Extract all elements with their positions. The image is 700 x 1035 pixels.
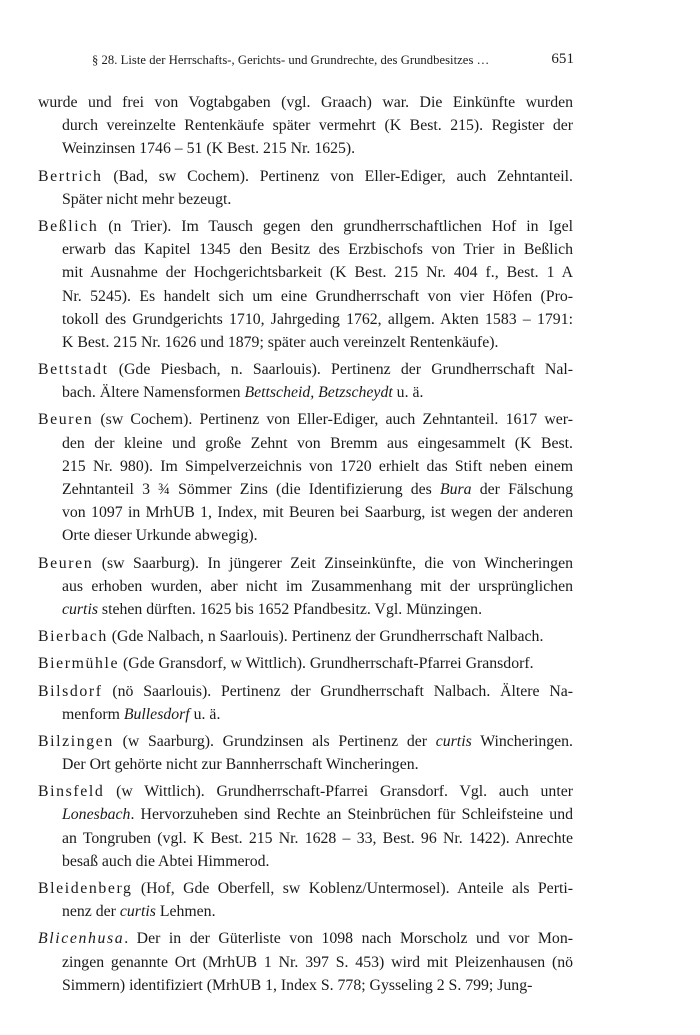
text-line: Weinzinsen 1746 – 51 (K Best. 215 Nr. 1625). — [62, 140, 356, 158]
text-line: aus erhoben wurden, aber nicht im Zusammenhang mit der ursprünglichen — [62, 577, 573, 595]
text-line: erwarb das Kapitel 1345 den Besitz des Erzbischofs von Trier in Beßlich — [62, 241, 573, 259]
text-line: Beuren (sw Cochem). Pertinenz von Eller-Ediger, auch Zehntanteil. 1617 wer- — [38, 411, 573, 429]
italic-term: Bura — [439, 481, 472, 498]
headword: Bettstadt — [38, 361, 109, 379]
text-line: tokoll des Grundgerichts 1710, Jahrgeding 1762, allgem. Akten 1583 – 1791: — [62, 310, 573, 328]
italic-term: Bullesdorf — [123, 705, 190, 723]
text-line: Bertrich (Bad, sw Cochem). Pertinenz von Eller-Ediger, auch Zehntanteil. — [38, 167, 573, 185]
dictionary-entry — [38, 358, 573, 404]
dictionary-entry — [38, 680, 573, 726]
entry-list — [38, 91, 573, 1001]
headword: Beßlich — [38, 217, 99, 235]
text-line: Bleidenberg (Hof, Gde Oberfell, sw Koblenz/Untermosel). Anteile als Perti- — [38, 880, 573, 897]
entry-continuation — [38, 91, 573, 161]
text-line: Der Ort gehörte nicht zur Bannherrschaft Wincheringen. — [62, 756, 419, 774]
dictionary-entry — [38, 927, 573, 997]
text-line: von 1097 in MrhUB 1, Index, mit Beuren bei Saarburg, ist wegen der anderen — [62, 504, 573, 522]
text-line: Lonesbach. Hervorzuheben sind Rechte an Steinbrüchen für Schleifsteine und — [62, 806, 573, 824]
italic-term: curtis — [435, 732, 472, 750]
headword: Beuren — [38, 411, 94, 429]
dictionary-entry — [38, 215, 573, 354]
text-line: curtis stehen dürften. 1625 bis 1652 Pfandbesitz. Vgl. Münzingen. — [62, 600, 483, 618]
text-line: Biermühle (Gde Gransdorf, w Wittlich). Grundherrschaft-Pfarrei Gransdorf. — [38, 655, 534, 673]
headword: Binsfeld — [38, 783, 105, 801]
italic-term: curtis — [119, 903, 156, 921]
dictionary-entry — [38, 408, 573, 547]
page-number: 651 — [551, 51, 574, 67]
text-line: Bierbach (Gde Nalbach, n Saarlouis). Pertinenz der Grundherrschaft Nalbach. — [38, 628, 544, 646]
headword: Bilsdorf — [38, 682, 103, 700]
dictionary-entry — [38, 165, 573, 211]
dictionary-entry — [38, 552, 573, 622]
dictionary-entry — [38, 652, 573, 675]
text-line: durch vereinzelte Rentenkäufe später vermehrt (K Best. 215). Register der — [62, 117, 573, 135]
text-line: K Best. 215 Nr. 1626 und 1879; später auch vereinzelt Rentenkäufe). — [62, 333, 499, 351]
text-line: zingen genannte Ort (MrhUB 1 Nr. 397 S. 453) wird mit Pleizenhausen (nö — [62, 953, 573, 971]
text-line: Orte dieser Urkunde abwegig). — [62, 527, 258, 545]
dictionary-entry — [38, 730, 573, 776]
running-head — [92, 51, 576, 71]
text-line: den der kleine und große Zehnt von Bremm aus eingesammelt (K Best. — [62, 434, 573, 452]
headword: Bierbach — [38, 628, 108, 646]
text-line: menform Bullesdorf u. ä. — [62, 705, 221, 723]
text-line: Beuren (sw Saarburg). In jüngerer Zeit Zinseinkünfte, die von Wincheringen — [38, 554, 573, 572]
dictionary-entry — [38, 625, 573, 648]
headword: Bleidenberg — [38, 880, 133, 897]
text-line: Zehntanteil 3 ¾ Sömmer Zins (die Identifizierung des Bura der Fälschung — [62, 481, 574, 498]
italic-term: Bettscheid, Betzscheydt — [244, 384, 393, 402]
text-line: 215 Nr. 980). Im Simpelverzeichnis von 1720 erhielt das Stift neben einem — [62, 457, 573, 475]
headword: Beuren — [38, 554, 94, 572]
headword: Biermühle — [38, 655, 120, 673]
headword: Blicenhusa — [38, 930, 125, 948]
headword: Bertrich — [38, 167, 103, 185]
text-line: besaß auch die Abtei Himmerod. — [62, 852, 270, 870]
italic-term: curtis — [62, 600, 98, 618]
text-line: wurde und frei von Vogtabgaben (vgl. Graach) war. Die Einkünfte wurden — [38, 94, 573, 111]
text-line: Beßlich (n Trier). Im Tausch gegen den grundherrschaftlichen Hof in Igel — [38, 217, 573, 235]
text-line: Bettstadt (Gde Piesbach, n. Saarlouis). Pertinenz der Grundherrschaft Nal- — [38, 361, 573, 379]
italic-term: Lonesbach — [62, 806, 131, 824]
text-line: Binsfeld (w Wittlich). Grundherrschaft-Pfarrei Gransdorf. Vgl. auch unter — [38, 783, 573, 801]
dictionary-entry — [38, 780, 573, 873]
text-line: Bilzingen (w Saarburg). Grundzinsen als Pertinenz der curtis Wincheringen. — [38, 732, 573, 750]
text-line: Später nicht mehr bezeugt. — [62, 190, 232, 208]
text-line: Simmern) identifiziert (MrhUB 1, Index S. 778; Gysseling 2 S. 799; Jung- — [62, 976, 533, 994]
dictionary-entry — [38, 877, 573, 923]
text-line: nenz der curtis Lehmen. — [62, 903, 216, 921]
text-line: Nr. 5245). Es handelt sich um eine Grundherrschaft von vier Höfen (Pro- — [62, 287, 573, 305]
text-line: bach. Ältere Namensformen Bettscheid, Betzscheydt u. ä. — [62, 384, 424, 402]
text-line: Blicenhusa. Der in der Güterliste von 1098 nach Morscholz und vor Mon- — [38, 930, 573, 948]
running-head-title: § 28. Liste der Herrschafts-, Gerichts- und Grundrechte, des Grundbesitzes … — [92, 53, 490, 67]
text-line: an Tongruben (vgl. K Best. 215 Nr. 1628 – 33, Best. 96 Nr. 1422). Anrechte — [62, 829, 573, 847]
text-line: Bilsdorf (nö Saarlouis). Pertinenz der Grundherrschaft Nalbach. Ältere Na- — [38, 682, 573, 700]
headword: Bilzingen — [38, 732, 114, 750]
text-line: mit Ausnahme der Hochgerichtsbarkeit (K Best. 215 Nr. 404 f., Best. 1 A — [62, 264, 573, 282]
